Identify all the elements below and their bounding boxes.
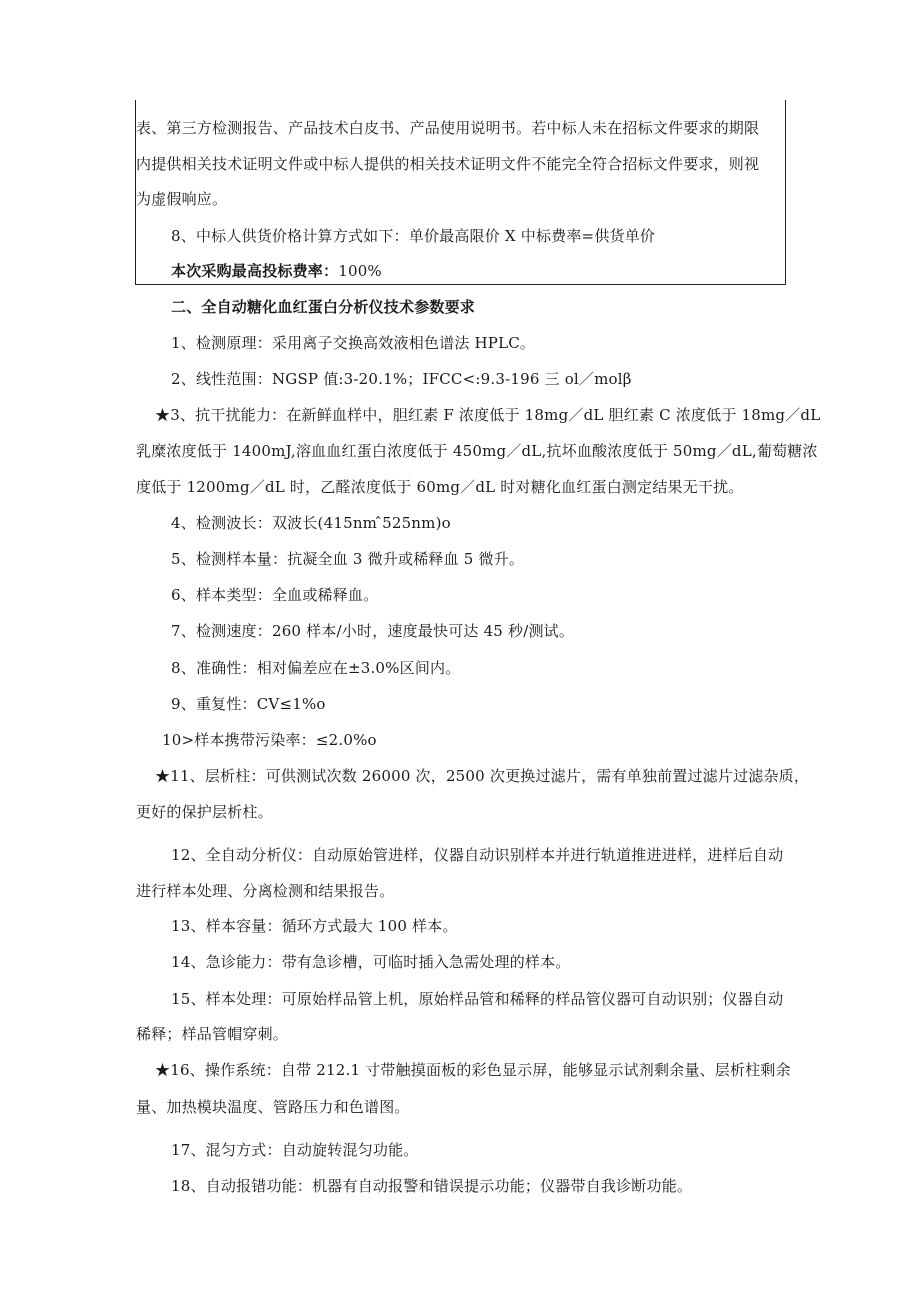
param-line: ★3、抗干扰能力：在新鲜血样中，胆红素 F 浓度低于 18mg／dL 胆红素 C 浓度低于 18mg／dL (155, 406, 821, 424)
param-line: ★11、层析柱：可供测试次数 26000 次，2500 次更换过滤片，需有单独前置过滤片过滤杂质， (155, 767, 810, 785)
param-line: 18、自动报错功能：机器有自动报警和错误提示功能；仪器带自我诊断功能。 (171, 1177, 693, 1195)
rate-value: 100% (338, 262, 382, 280)
param-line: ★16、操作系统：自带 212.1 寸带触摸面板的彩色显示屏，能够显示试剂剩余量、层析柱剩余 (155, 1061, 791, 1079)
param-line: 12、全自动分析仪：自动原始管进样，仪器自动识别样本并进行轨道推进进样，进样后自动 (171, 846, 784, 864)
param-line: 9、重复性：CV≤1%o (171, 695, 326, 713)
param-line: 7、检测速度：260 样本/小时，速度最快可达 45 秒/测试。 (171, 622, 575, 640)
section-heading: 二、全自动糖化血红蛋白分析仪技术参数要求 (171, 298, 476, 316)
param-line: 13、样本容量：循环方式最大 100 样本。 (171, 917, 458, 935)
rate-line (171, 261, 382, 281)
param-line: 10>样本携带污染率：≤2.0%o (162, 731, 377, 749)
box-line-2: 内提供相关技术证明文件或中标人提供的相关技术证明文件不能完全符合招标文件要求，则视 (136, 155, 760, 173)
param-line: 乳糜浓度低于 1400mJ,溶血血红蛋白浓度低于 450mg／dL,抗坏血酸浓度低于 50mg／dL,葡萄糖浓 (136, 442, 818, 460)
param-line: 更好的保护层析柱。 (136, 803, 273, 821)
param-line: 量、加热模块温度、管路压力和色谱图。 (136, 1098, 410, 1116)
param-line: 17、混匀方式：自动旋转混匀功能。 (171, 1141, 419, 1159)
param-line: 14、急诊能力：带有急诊槽，可临时插入急需处理的样本。 (171, 953, 571, 971)
param-line: 4、检测波长：双波长(415nm ̂525nm)o (171, 514, 451, 532)
param-line: 8、准确性：相对偏差应在±3.0%区间内。 (171, 659, 461, 677)
param-line: 6、样本类型：全血或稀释血。 (171, 586, 379, 604)
param-line: 2、线性范围：NGSP 值:3-20.1%；IFCC<:9.3-196 三 ol／molβ (171, 370, 632, 388)
param-line: 1、检测原理：采用离子交换高效液相色谱法 HPLC。 (171, 334, 536, 352)
param-line: 15、样本处理：可原始样品管上机，原始样品管和稀释的样品管仪器可自动识别；仪器自动 (171, 990, 784, 1008)
param-line: 5、检测样本量：抗凝全血 3 微升或稀释血 5 微升。 (171, 550, 525, 568)
box-line-4: 8、中标人供货价格计算方式如下：单价最高限价 X 中标费率=供货单价 (171, 227, 656, 245)
box-line-1: 表、第三方检测报告、产品技术白皮书、产品使用说明书。若中标人未在招标文件要求的期限 (136, 119, 760, 137)
param-line: 进行样本处理、分离检测和结果报告。 (136, 882, 395, 900)
param-line: 稀释；样品管帽穿刺。 (136, 1025, 289, 1043)
box-line-3: 为虚假响应。 (136, 190, 228, 208)
param-line: 度低于 1200mg／dL 时，乙醛浓度低于 60mg／dL 时对糖化血红蛋白测定结果无干扰。 (136, 478, 744, 496)
rate-label: 本次采购最高投标费率： (171, 262, 339, 280)
